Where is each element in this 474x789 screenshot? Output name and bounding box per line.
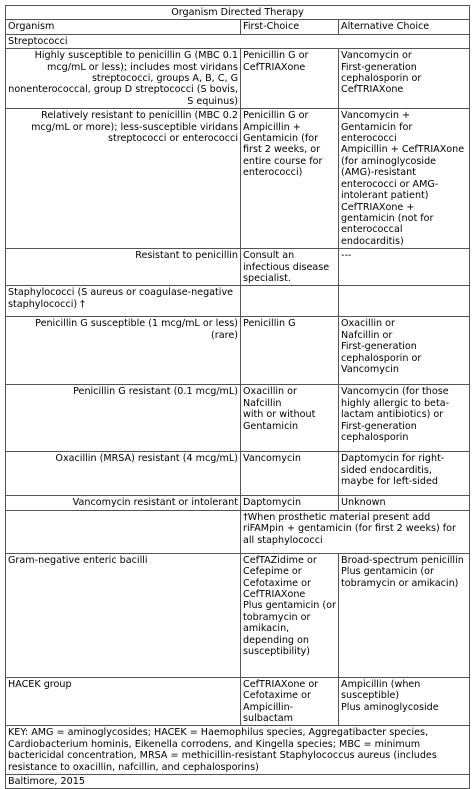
first-choice-cell: Consult an infectious disease specialist. (241, 249, 339, 286)
table-header-row (6, 20, 470, 34)
empty-cell (339, 286, 470, 317)
alternative-choice-cell: Vancomycin + Gentamicin for enterococci Ampicillin + CefTRIAXone (for aminoglycoside (AMG)-resistant enterococci or AMG-intolerant patient) CefTRIAXone + gentamicin (not for enterococcal endocarditis) (339, 109, 470, 249)
first-choice-cell: Penicillin G or CefTRIAXone (241, 49, 339, 109)
organism-cell: Penicillin G susceptible (1 mcg/mL or less) (rare) (6, 317, 241, 385)
alternative-choice-cell: Vancomycin (for those highly allergic to beta-lactam antibiotics) or First-generation cephalosporin (339, 385, 470, 452)
table-row (6, 677, 470, 726)
staph-footnote: †When prosthetic material present add riFAMpin + gentamicin (for first 2 weeks) for all staphylococci (241, 510, 470, 553)
section-streptococci: Streptococci (6, 34, 470, 48)
first-choice-cell: Penicillin G or Ampicillin + Gentamicin (for first 2 weeks, or entire course for enterococci) (241, 109, 339, 249)
table-row (6, 496, 470, 510)
source-row (6, 775, 470, 789)
table-row (6, 249, 470, 286)
alternative-choice-cell: Ampicillin (when susceptible) Plus aminoglycoside (339, 677, 470, 726)
organism-cell: HACEK group (6, 677, 241, 726)
alternative-choice-cell: --- (339, 249, 470, 286)
organism-cell: Relatively resistant to penicillin (MBC 0.2 mcg/mL or more); less-susceptible viridans streptococci or enterococci (6, 109, 241, 249)
organism-cell: Vancomycin resistant or intolerant (6, 496, 241, 510)
alternative-choice-cell: Daptomycin for right-sided endocarditis, maybe for left-sided (339, 452, 470, 496)
therapy-table (5, 5, 470, 789)
table-title-row (6, 6, 470, 20)
first-choice-cell: Vancomycin (241, 452, 339, 496)
section-staphylococci: Staphylococci (S aureus or coagulase-negative staphylococci) † (6, 286, 241, 317)
table-row (6, 109, 470, 249)
key-row (6, 726, 470, 775)
organism-cell: Oxacillin (MRSA) resistant (4 mcg/mL) (6, 452, 241, 496)
first-choice-cell: Oxacillin or Nafcillin with or without Gentamicin (241, 385, 339, 452)
alternative-choice-cell: Oxacillin or Nafcillin or First-generation cephalosporin or Vancomycin (339, 317, 470, 385)
section-row-staphylococci (6, 286, 470, 317)
header-first-choice: First-Choice (241, 20, 339, 34)
table-row (6, 553, 470, 677)
header-alternative-choice: Alternative Choice (339, 20, 470, 34)
empty-cell (241, 286, 339, 317)
footnote-row (6, 510, 470, 553)
alternative-choice-cell: Broad-spectrum penicillin Plus gentamicin (or tobramycin or amikacin) (339, 553, 470, 677)
first-choice-cell: CefTAZidime or Cefepime or Cefotaxime or CefTRIAXone Plus gentamicin (or tobramycin or amikacin, depending on susceptibility) (241, 553, 339, 677)
empty-cell (6, 510, 241, 553)
organism-cell: Resistant to penicillin (6, 249, 241, 286)
table-row (6, 452, 470, 496)
source-citation: Baltimore, 2015 (6, 775, 470, 789)
table-row (6, 49, 470, 109)
first-choice-cell: Daptomycin (241, 496, 339, 510)
alternative-choice-cell: Vancomycin or First-generation cephalosporin or CefTRIAXone (339, 49, 470, 109)
table-title: Organism Directed Therapy (6, 6, 470, 20)
organism-cell: Gram-negative enteric bacilli (6, 553, 241, 677)
first-choice-cell: Penicillin G (241, 317, 339, 385)
abbreviation-key: KEY: AMG = aminoglycosides; HACEK = Haemophilus species, Aggregatibacter species, Cardiobacterium hominis, Eikenella corrodens, and Kingella species; MBC = minimum bactericidal concentration, MRSA = methicillin-resistant Staphylococcus aureus (includes resistance to oxacillin, nafcillin, and cephalosporins) (6, 726, 470, 775)
header-organism: Organism (6, 20, 241, 34)
organism-cell: Highly susceptible to penicillin G (MBC 0.1 mcg/mL or less); includes most viridans streptococci, groups A, B, C, G nonenterococcal, group D streptococci (S bovis, S equinus) (6, 49, 241, 109)
alternative-choice-cell: Unknown (339, 496, 470, 510)
section-row-streptococci (6, 34, 470, 48)
table-row (6, 317, 470, 385)
first-choice-cell: CefTRIAXone or Cefotaxime or Ampicillin-sulbactam (241, 677, 339, 726)
organism-cell: Penicillin G resistant (0.1 mcg/mL) (6, 385, 241, 452)
table-row (6, 385, 470, 452)
